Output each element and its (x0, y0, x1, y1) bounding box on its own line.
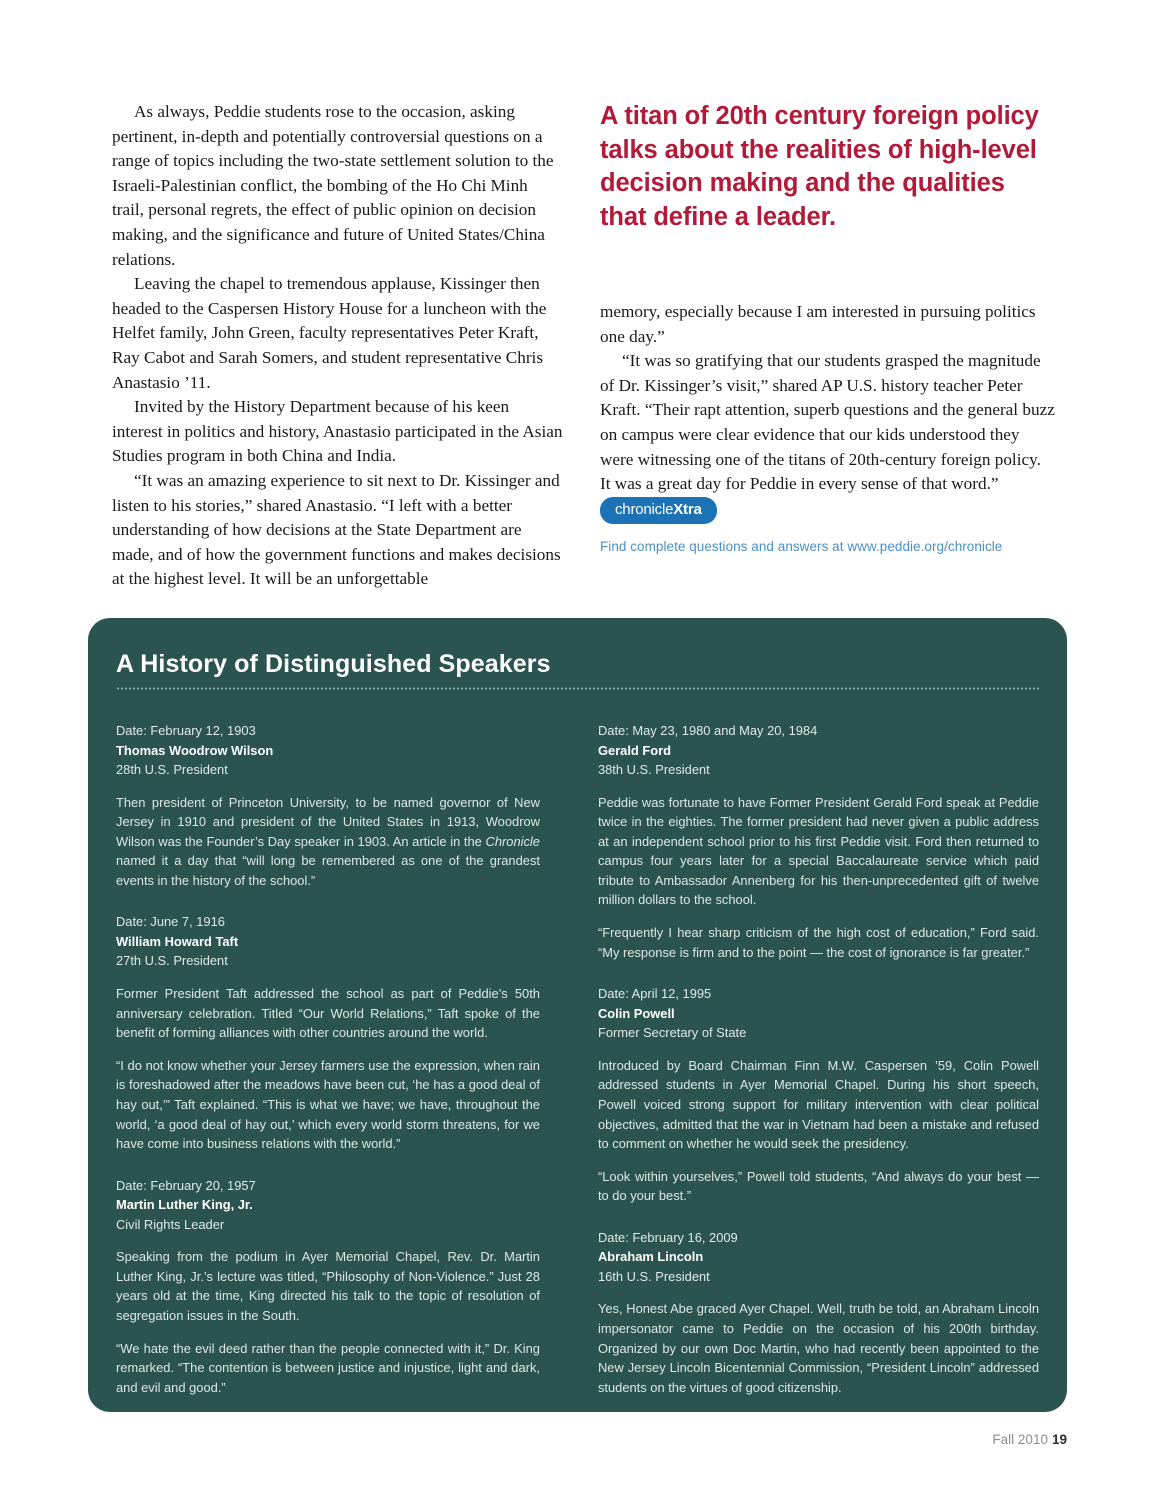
speaker-entry (598, 1228, 1039, 1397)
speaker-paragraph: Yes, Honest Abe graced Ayer Chapel. Well, truth be told, an Abraham Lincoln impersonator came to Peddie on the occasion of his 200th birthday. Organized by our own Doc Martin, who had recently been appointed to the New Jersey Lincoln Bicentennial Commission, “President Lincoln” addressed students on the virtues of good citizenship. (597, 1301, 1039, 1395)
speaker-entry (116, 912, 540, 1153)
speaker-name: Thomas Woodrow Wilson (116, 742, 274, 758)
speaker-role: Former Secretary of State (597, 1025, 747, 1041)
speaker-date: Date: February 16, 2009 (597, 1229, 738, 1245)
speaker-paragraph: Speaking from the podium in Ayer Memorial Chapel, Rev. Dr. Martin Luther King, Jr.’s lecture was titled, “Philosophy of Non-Violence.” Just 28 years old at the time, King directed his talk to the topic of resolution of segregation issues in the South. (116, 1249, 540, 1323)
badge-suffix-label: Xtra (673, 501, 702, 518)
article-left-column (112, 100, 564, 592)
panel-right-column (598, 721, 1039, 1419)
speaker-paragraph: “I do not know whether your Jersey farmers use the expression, when rain is foreshadowed after the meadows have been cut, ‘he has a good deal of hay out,’” Taft explained. “This is what we have; we have, throughout the world, ‘a good deal of hay out,’ which every world storm threatens, for we have come into business relations with the world.” (116, 1057, 540, 1152)
speaker-name: William Howard Taft (116, 933, 239, 949)
speaker-paragraph: “Frequently I hear sharp criticism of the high cost of education,” Ford said. “My response is firm and to the point — the cost of ignorance is far greater.” (597, 925, 1039, 960)
article-right-column (600, 300, 1055, 497)
page-footer (0, 1432, 1067, 1447)
chronicle-xtra-link[interactable]: Find complete questions and answers at www.peddie.org/chronicle (600, 539, 1003, 554)
article-paragraph: Invited by the History Department because of his keen interest in politics and history, Anastasio participated in the Asian Studies program in both China and India. (112, 397, 563, 466)
speaker-name: Colin Powell (597, 1005, 675, 1021)
article-pull-quote-column (600, 100, 1055, 234)
speaker-date: Date: February 20, 1957 (116, 1177, 256, 1193)
speaker-name: Martin Luther King, Jr. (116, 1197, 253, 1213)
speaker-role: 16th U.S. President (597, 1268, 710, 1284)
speaker-role: 27th U.S. President (116, 953, 228, 969)
article-paragraph: As always, Peddie students rose to the occasion, asking pertinent, in-depth and potentially controversial questions on a range of topics including the two-state settlement solution to the Israeli-Palestinian conflict, the bombing of the Ho Chi Minh trail, personal regrets, the effect of public opinion on decision making, and the significance and future of United States/China relations. (112, 102, 554, 269)
speaker-entry (116, 721, 540, 890)
panel-columns (88, 721, 1067, 1419)
issue-label: Fall 2010 (992, 1432, 1048, 1447)
article-region (0, 0, 1155, 600)
speaker-paragraph: Then president of Princeton University, to be named governor of New Jersey in 1910 and president of the United States in 1913, Woodrow Wilson was the Founder’s Day speaker in 1903. An article in the Chronicle named it a day that “will long be remembered as one of the grandest events in the history of the school.” (116, 794, 540, 888)
page-number: 19 (1051, 1432, 1067, 1447)
article-paragraph: Leaving the chapel to tremendous applause, Kissinger then headed to the Caspersen History House for a luncheon with the Helfet family, John Green, faculty representatives Peter Kraft, Ray Cabot and Sarah Somers, and student representative Chris Anastasio ’11. (112, 274, 547, 392)
panel-left-column (116, 721, 540, 1419)
speaker-entry (116, 1176, 540, 1398)
dotted-divider (116, 687, 1040, 690)
speaker-date: Date: June 7, 1916 (116, 914, 225, 930)
article-paragraph: memory, especially because I am interested in pursuing politics one day.” (600, 302, 1036, 346)
speaker-role: Civil Rights Leader (116, 1216, 225, 1232)
speaker-role: 28th U.S. President (116, 762, 228, 777)
speaker-paragraph: “We hate the evil deed rather than the people connected with it,” Dr. King remarked. “The contention is between justice and injustice, light and dark, and evil and good.” (116, 1340, 540, 1395)
speaker-name: Abraham Lincoln (597, 1249, 704, 1265)
speaker-paragraph: Former President Taft addressed the school as part of Peddie’s 50th anniversary celebration. Titled “Our World Relations,” Taft spoke of the benefit of forming alliances with other countries around the world. (116, 985, 540, 1041)
article-paragraph: “It was an amazing experience to sit next to Dr. Kissinger and listen to his stories,” shared Anastasio. “I left with a better understanding of how decisions at the State Department are made, and of how the government functions and makes decisions at the highest level. It will be an unforgettable (112, 470, 561, 589)
speaker-name: Gerald Ford (597, 742, 672, 758)
article-paragraph: “It was so gratifying that our students grasped the magnitude of Dr. Kissinger’s visit,” shared AP U.S. history teacher Peter Kraft. “Their rapt attention, superb questions and the general buzz on campus were clear evidence that our kids understood they were witnessing one of the titans of 20th-century foreign policy. It was a great day for Peddie in every sense of that word.” (600, 351, 1055, 494)
speaker-date: Date: February 12, 1903 (116, 723, 256, 738)
speaker-entry (598, 984, 1039, 1206)
speaker-paragraph: “Look within yourselves,” Powell told students, “And always do your best — to do your best.” (597, 1168, 1039, 1204)
speaker-paragraph: Introduced by Board Chairman Finn M.W. Caspersen ’59, Colin Powell addressed students in Ayer Memorial Chapel. During his short speech, Powell voiced strong support for military intervention with clear political objectives, admitted that the war in Vietnam had been a mistake and refused to comment on whether he would seek the presidency. (597, 1057, 1039, 1152)
distinguished-speakers-panel (88, 618, 1067, 1412)
badge-prefix-label: chronicle (615, 501, 674, 518)
panel-title: A History of Distinguished Speakers (116, 650, 551, 678)
speaker-date: Date: April 12, 1995 (597, 986, 712, 1002)
speaker-role: 38th U.S. President (597, 762, 710, 777)
speaker-entry (598, 721, 1039, 962)
speaker-date: Date: May 23, 1980 and May 20, 1984 (597, 723, 818, 738)
speaker-paragraph: Peddie was fortunate to have Former President Gerald Ford speak at Peddie twice in the eighties. The former president had never given a public address at an independent school prior to his first Peddie visit. Ford then returned to campus four years later for a special Baccalaureate service which paid tribute to Ambassador Annenberg for his then-unprecedented gift of twelve million dollars to the school. (597, 794, 1039, 908)
pull-quote: A titan of 20th century foreign policy talks about the realities of high-level decision making and the qualities that define a leader. (600, 102, 1039, 231)
chronicle-xtra-badge[interactable] (600, 497, 717, 524)
chronicle-xtra-badge-row (600, 497, 717, 524)
